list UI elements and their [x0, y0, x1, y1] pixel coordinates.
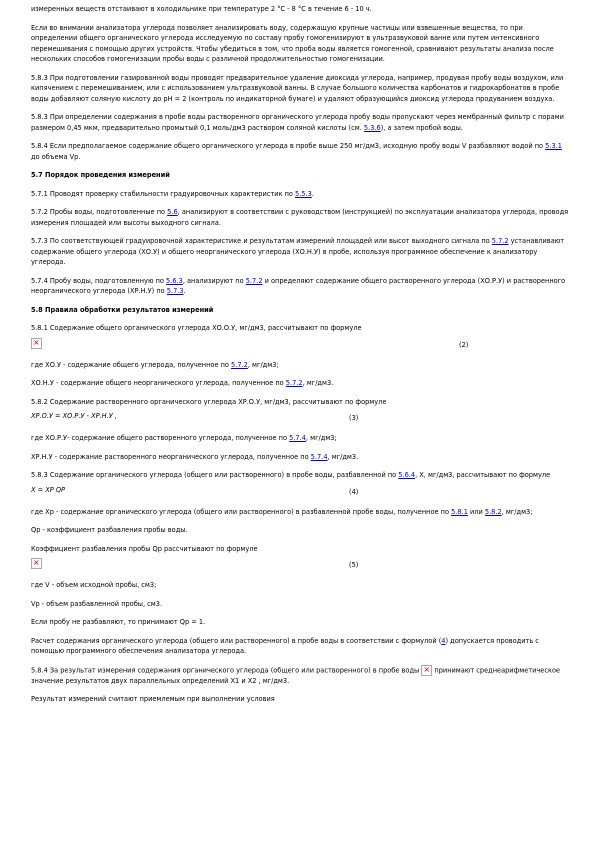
- text: , мг/дм3.: [327, 452, 359, 461]
- formula-4: [31, 485, 571, 501]
- link-5-8-1[interactable]: 5.8.1: [451, 507, 468, 516]
- software-calc-note: [31, 636, 571, 657]
- where-inorganic-carbon: [31, 378, 571, 389]
- formula-text: Х = ХР QР: [31, 485, 65, 494]
- text: или: [467, 507, 485, 516]
- paragraph-5-7-4: [31, 276, 571, 297]
- text: ), а затем пробой воды.: [380, 123, 463, 132]
- link-5-7-2[interactable]: 5.7.2: [245, 276, 263, 285]
- link-5-7-4[interactable]: 5.7.4: [310, 452, 328, 461]
- link-5-6-3[interactable]: 5.6.3: [166, 276, 183, 285]
- link-5-3-6[interactable]: 5.3.6: [363, 123, 381, 132]
- heading-5-7: 5.7 Порядок проведения измерений: [31, 171, 170, 179]
- dilution-coefficient-formula-intro: Коэффициент разбавления пробы Qр рассчитывают по формуле: [31, 544, 258, 553]
- paragraph-5-8-1: 5.8.1 Содержание общего органического углерода ХО.О.У, мг/дм3, рассчитывают по формуле: [31, 324, 362, 332]
- text: ) допускается проводить с помощью программного обеспечения анализатора углерода.: [31, 636, 539, 655]
- text: где ХО.У - содержание общего углерода, полученное по: [31, 360, 232, 369]
- paragraph-5-7-3: [31, 236, 571, 268]
- text: 5.7.1 Проводят проверку стабильности градуировочных характеристик по: [31, 189, 296, 198]
- link-5-5-3[interactable]: 5.5.3: [295, 189, 312, 198]
- homogenization-paragraph: Если во внимании анализатора углерода позволяет анализировать воду, содержащую крупные частицы или взвешенные вещества, то при определении общего органического углерода исследуемую по составу пробу гомогенизируют в ультразвуковой ванне или путем интенсивного перемешивания с помощью других устройств. Чтобы убедиться в том, что проба воды является гомогенной, сравнивают результаты анализа после нескольких способов гомогенизации пробы воды с различной продолжительностью гомогенизации.: [31, 23, 554, 63]
- text: , анализируют в соответствии с руководством (инструкцией) по эксплуатации анализатора углерода, проводя измерения площадей или высоты выходного сигнала.: [31, 208, 569, 227]
- text: 5.8.4 Если предполагаемое содержание общего органического углерода в пробе выше 250 мг/дм3, исходную пробу воды V разбавляют водой по: [31, 142, 546, 150]
- link-formula-4[interactable]: 4: [441, 636, 446, 645]
- where-sample-volume: где V - объем исходной пробы, см3;: [31, 581, 157, 589]
- text: ХР.Н.У - содержание растворенного неорганического углерода, полученное по: [31, 452, 311, 461]
- formula-3: [31, 411, 571, 427]
- paragraph-5-8-3-calc: [31, 470, 571, 481]
- link-5-7-2[interactable]: 5.7.2: [231, 360, 248, 369]
- text: и определяют содержание общего растворенного углерода (ХО.Р.У) и растворенного неорганического углерода (ХР.Н.У) по: [31, 276, 566, 295]
- document-page: [31, 4, 571, 713]
- formula-number: (3): [349, 414, 359, 422]
- text: 5.7.4 Пробу воды, подготовленную по: [31, 276, 167, 285]
- formula-number: (5): [349, 561, 359, 569]
- broken-image-icon: [31, 338, 42, 349]
- link-5-7-4[interactable]: 5.7.4: [289, 434, 306, 442]
- paragraph-5-8-3-filter: [31, 112, 571, 133]
- link-5-7-2[interactable]: 5.7.2: [491, 237, 509, 245]
- link-5-8-2[interactable]: 5.8.2: [484, 507, 502, 516]
- where-dissolved-total: [31, 433, 571, 444]
- where-total-carbon: [31, 360, 571, 371]
- text: до объема Vp.: [31, 152, 81, 161]
- formula-2: [31, 338, 571, 354]
- broken-image-icon: [421, 665, 432, 676]
- formula-number: (4): [349, 487, 359, 496]
- text: , Х, мг/дм3, рассчитывают по формуле: [415, 471, 551, 479]
- text: , анализируют по: [182, 276, 246, 285]
- text: 5.7.3 По соответствующей градуировочной характеристике и результатам измерений площадей или высот выходного сигнала по: [31, 237, 492, 245]
- storage-text: измеренных веществ отстаивают в холодильнике при температуре 2 °C - 8 °C в течение 6 - 10 ч.: [31, 5, 372, 13]
- text: принимают среднеарифметическое значение результатов двух параллельных определений Х1 и Х2 , мг/дм3.: [31, 666, 561, 685]
- dilution-coefficient-def: Qр - коэффициент разбавления пробы воды.: [31, 526, 188, 534]
- text: .: [183, 287, 186, 295]
- broken-image-icon: [31, 558, 42, 569]
- text: .: [311, 189, 314, 198]
- link-5-6[interactable]: 5.6: [167, 208, 178, 216]
- text: , мг/дм3;: [247, 360, 279, 369]
- heading-5-8: 5.8 Правила обработки результатов измерений: [31, 305, 214, 314]
- link-5-6-4[interactable]: 5.6.4: [398, 471, 416, 479]
- paragraph-5-7-2: [31, 207, 571, 228]
- text: ХО.Н.У - содержание общего неорганического углерода, полученное по: [31, 379, 286, 387]
- text: 5.8.4 За результат измерения содержания органического углерода (общего или растворенного) в пробе воды: [31, 666, 422, 674]
- formula-text: ХР.О.У = ХО.Р.У - ХР.Н.У ,: [31, 412, 117, 420]
- paragraph-5-8-4-dilution: [31, 141, 571, 162]
- paragraph-5-8-4-result: [31, 665, 571, 687]
- text: 5.8.3 При определении содержания в пробе воды растворенного органического углерода пробу воды пропускают через мембранный фильтр с порами размером 0,45 мкм, предварительно промытый 0,1 моль/дм3 раствором соляной кислоты (см.: [31, 113, 564, 132]
- formula-number: (2): [459, 340, 469, 349]
- text: устанавливают содержание общего углерода (ХО.У) и общего неорганического углерода (ХО.Н.У) в пробе, используя программное обеспечение к анализатору углерода.: [31, 237, 565, 266]
- formula-5: [31, 558, 571, 574]
- where-diluted-content: [31, 507, 571, 518]
- paragraph-5-8-3-gas: 5.8.3 При подготовлении газированной воды проводят предварительное удаление диоксида углерода, например, продувая пробу воды воздухом, или кипячением с перемешиванием, или с использованием ультразвуковой ванны. В случае большого количества карбонатов и гидрокарбонатов в пробе воды добавляют соляную кислоту до рН = 2 (контроль по индикаторной бумаге) и удаляют образующийся диоксид углерода продуванием воздуха.: [31, 73, 564, 103]
- text: , мг/дм3;: [501, 507, 533, 516]
- text: , мг/дм3;: [305, 434, 337, 442]
- text: 5.8.3 Содержание органического углерода (общего или растворенного) в пробе воды, разбавленной по: [31, 471, 399, 479]
- acceptance-condition: Результат измерений считают приемлемым при выполнении условия: [31, 695, 275, 703]
- text: где ХО.Р.У- содержание общего растворенного углерода, полученное по: [31, 434, 290, 442]
- paragraph-5-8-2: 5.8.2 Содержание растворенного органического углерода ХР.О.У, мг/дм3, рассчитывают по формуле: [31, 397, 387, 406]
- paragraph-5-7-1: [31, 189, 571, 200]
- text: , мг/дм3.: [302, 379, 334, 387]
- diluted-volume-def: Vp - объем разбавленной пробы, см3.: [31, 599, 163, 608]
- link-5-3-1[interactable]: 5.3.1: [545, 142, 562, 150]
- text: 5.7.2 Пробы воды, подготовленные по: [31, 208, 168, 216]
- no-dilution-note: Если пробу не разбавляют, то принимают Qр = 1.: [31, 618, 206, 626]
- link-5-7-2[interactable]: 5.7.2: [285, 379, 303, 387]
- text: где Хр - содержание органического углерода (общего или растворенного) в разбавленной пробе воды, полученное по: [31, 507, 452, 516]
- where-dissolved-inorganic: [31, 452, 571, 463]
- text: Расчет содержания органического углерода (общего или растворенного) в пробе воды в соответствии с формулой (: [31, 636, 442, 645]
- link-5-7-3[interactable]: 5.7.3: [166, 287, 184, 295]
